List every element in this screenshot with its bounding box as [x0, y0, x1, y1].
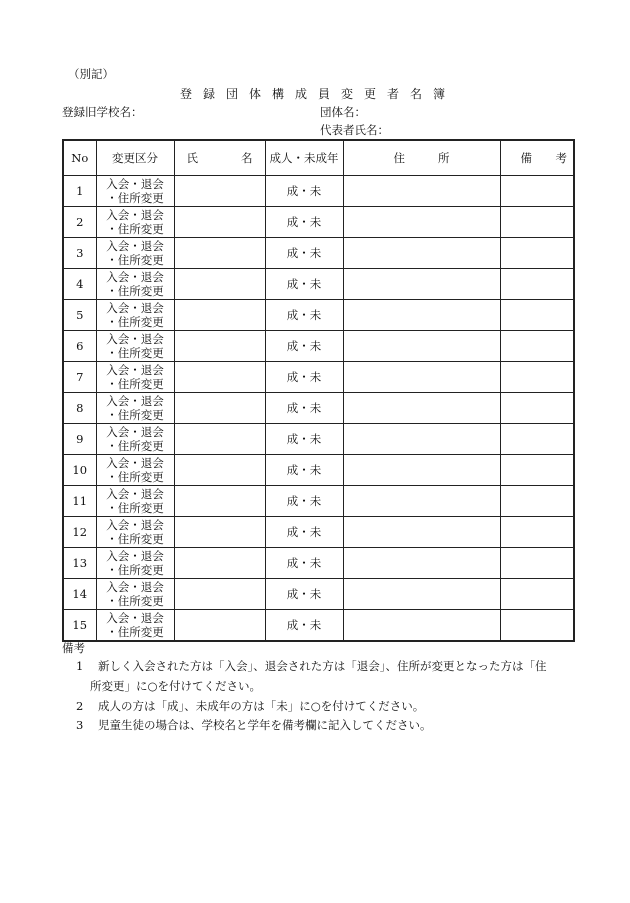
change-type-cell[interactable] — [96, 579, 174, 610]
address-cell[interactable] — [343, 517, 500, 548]
row-number: 12 — [63, 517, 96, 548]
row-number: 4 — [63, 269, 96, 300]
change-type-line2: ・住所変更 — [106, 470, 164, 484]
adult-minor-cell[interactable]: 成・未 — [265, 424, 343, 455]
table-row — [63, 424, 574, 455]
address-cell[interactable] — [343, 393, 500, 424]
table-row — [63, 610, 574, 642]
change-type-line2: ・住所変更 — [106, 253, 164, 267]
header-address — [343, 140, 500, 176]
address-cell[interactable] — [343, 610, 500, 642]
change-type-cell[interactable] — [96, 176, 174, 207]
change-type-line2: ・住所変更 — [106, 439, 164, 453]
table-row — [63, 238, 574, 269]
header-address-2: 所 — [438, 151, 450, 165]
header-no: No — [63, 140, 96, 176]
change-type-line2: ・住所変更 — [106, 377, 164, 391]
table-row — [63, 393, 574, 424]
remarks-title: 備考 — [62, 641, 85, 655]
change-type-cell[interactable] — [96, 238, 174, 269]
change-type-line2: ・住所変更 — [106, 563, 164, 577]
remarks-cell[interactable] — [500, 207, 574, 238]
header-name-1: 氏 — [186, 151, 198, 165]
change-type-line1: 入会・退会 — [106, 363, 164, 377]
change-type-line2: ・住所変更 — [106, 532, 164, 546]
address-cell[interactable] — [343, 300, 500, 331]
name-cell[interactable] — [174, 455, 265, 486]
header-address-1: 住 — [393, 151, 405, 165]
change-type-cell[interactable] — [96, 486, 174, 517]
adult-minor-cell[interactable]: 成・未 — [265, 176, 343, 207]
change-type-line1: 入会・退会 — [106, 549, 164, 563]
address-cell[interactable] — [343, 207, 500, 238]
table-row — [63, 362, 574, 393]
change-type-line1: 入会・退会 — [106, 611, 164, 625]
name-cell[interactable] — [174, 238, 265, 269]
address-cell[interactable] — [343, 331, 500, 362]
change-type-line2: ・住所変更 — [106, 315, 164, 329]
row-number: 11 — [63, 486, 96, 517]
name-cell[interactable] — [174, 393, 265, 424]
remark-text-3: 児童生徒の場合は、学校名と学年を備考欄に記入してください。 — [98, 718, 432, 732]
header-remarks — [500, 140, 574, 176]
table-row — [63, 455, 574, 486]
row-number: 3 — [63, 238, 96, 269]
name-cell[interactable] — [174, 424, 265, 455]
change-type-line1: 入会・退会 — [106, 487, 164, 501]
appendix-note: （別記） — [68, 67, 114, 81]
table-header-row — [63, 140, 574, 176]
remarks-cell[interactable] — [500, 579, 574, 610]
remarks-cell[interactable] — [500, 610, 574, 642]
change-type-cell[interactable] — [96, 424, 174, 455]
page-title: 登録団体構成員変更者名簿 — [179, 87, 456, 101]
remarks-cell[interactable] — [500, 486, 574, 517]
table-row — [63, 176, 574, 207]
row-number: 2 — [63, 207, 96, 238]
row-number: 13 — [63, 548, 96, 579]
remarks-cell[interactable] — [500, 176, 574, 207]
remarks-cell[interactable] — [500, 300, 574, 331]
table-row — [63, 300, 574, 331]
adult-minor-cell[interactable]: 成・未 — [265, 207, 343, 238]
change-type-cell[interactable] — [96, 269, 174, 300]
change-type-cell[interactable] — [96, 331, 174, 362]
change-type-line1: 入会・退会 — [106, 239, 164, 253]
change-type-line2: ・住所変更 — [106, 501, 164, 515]
name-cell[interactable] — [174, 269, 265, 300]
remark-num-1: 1 — [76, 659, 84, 673]
table-row — [63, 331, 574, 362]
remark-item-3 — [76, 717, 432, 733]
row-number: 14 — [63, 579, 96, 610]
school-name-label: 登録旧学校名： — [62, 105, 143, 119]
table-row — [63, 269, 574, 300]
adult-minor-cell[interactable]: 成・未 — [265, 610, 343, 642]
change-type-cell[interactable] — [96, 300, 174, 331]
header-remarks-1: 備 — [520, 151, 532, 165]
remarks-cell[interactable] — [500, 424, 574, 455]
name-cell[interactable] — [174, 610, 265, 642]
name-cell[interactable] — [174, 362, 265, 393]
address-cell[interactable] — [343, 424, 500, 455]
row-number: 8 — [63, 393, 96, 424]
remarks-cell[interactable] — [500, 548, 574, 579]
change-type-line1: 入会・退会 — [106, 177, 164, 191]
representative-name-label: 代表者氏名： — [320, 123, 389, 137]
change-type-cell[interactable] — [96, 455, 174, 486]
adult-minor-cell[interactable]: 成・未 — [265, 300, 343, 331]
change-type-line2: ・住所変更 — [106, 408, 164, 422]
row-number: 5 — [63, 300, 96, 331]
header-name-2: 名 — [241, 151, 253, 165]
row-number: 1 — [63, 176, 96, 207]
change-type-line1: 入会・退会 — [106, 208, 164, 222]
remarks-cell[interactable] — [500, 238, 574, 269]
change-type-line1: 入会・退会 — [106, 270, 164, 284]
change-type-cell[interactable] — [96, 207, 174, 238]
name-cell[interactable] — [174, 548, 265, 579]
change-type-cell[interactable] — [96, 548, 174, 579]
change-type-line2: ・住所変更 — [106, 191, 164, 205]
table-row — [63, 548, 574, 579]
table-row — [63, 579, 574, 610]
header-name — [174, 140, 265, 176]
change-type-line2: ・住所変更 — [106, 222, 164, 236]
row-number: 7 — [63, 362, 96, 393]
group-name-label: 団体名： — [320, 105, 366, 119]
address-cell[interactable] — [343, 269, 500, 300]
adult-minor-cell[interactable]: 成・未 — [265, 269, 343, 300]
address-cell[interactable] — [343, 579, 500, 610]
adult-minor-cell[interactable]: 成・未 — [265, 517, 343, 548]
change-type-line1: 入会・退会 — [106, 518, 164, 532]
remark-num-3: 3 — [76, 718, 84, 732]
address-cell[interactable] — [343, 176, 500, 207]
change-type-line2: ・住所変更 — [106, 284, 164, 298]
header-remarks-2: 考 — [555, 151, 567, 165]
name-cell[interactable] — [174, 579, 265, 610]
name-cell[interactable] — [174, 300, 265, 331]
change-type-line1: 入会・退会 — [106, 456, 164, 470]
remark-text-1: 新しく入会された方は「入会」、退会された方は「退会」、住所が変更となった方は「住 — [98, 659, 547, 673]
adult-minor-cell[interactable]: 成・未 — [265, 455, 343, 486]
change-type-line2: ・住所変更 — [106, 346, 164, 360]
member-change-table — [62, 139, 575, 642]
change-type-cell[interactable] — [96, 517, 174, 548]
table-row — [63, 486, 574, 517]
remarks-cell[interactable] — [500, 455, 574, 486]
change-type-cell[interactable] — [96, 362, 174, 393]
name-cell[interactable] — [174, 176, 265, 207]
remarks-cell[interactable] — [500, 331, 574, 362]
change-type-line2: ・住所変更 — [106, 594, 164, 608]
change-type-line1: 入会・退会 — [106, 301, 164, 315]
remark-text-2: 成人の方は「成」、未成年の方は「未」に○を付けてください。 — [98, 699, 425, 713]
remark-item-1 — [76, 658, 547, 674]
row-number: 6 — [63, 331, 96, 362]
adult-minor-cell[interactable]: 成・未 — [265, 486, 343, 517]
remarks-cell[interactable] — [500, 517, 574, 548]
remarks-cell[interactable] — [500, 362, 574, 393]
row-number: 10 — [63, 455, 96, 486]
change-type-cell[interactable] — [96, 610, 174, 642]
change-type-line1: 入会・退会 — [106, 332, 164, 346]
adult-minor-cell[interactable]: 成・未 — [265, 548, 343, 579]
adult-minor-cell[interactable]: 成・未 — [265, 579, 343, 610]
remarks-cell[interactable] — [500, 269, 574, 300]
name-cell[interactable] — [174, 207, 265, 238]
name-cell[interactable] — [174, 517, 265, 548]
adult-minor-cell[interactable]: 成・未 — [265, 331, 343, 362]
change-type-line1: 入会・退会 — [106, 394, 164, 408]
adult-minor-cell[interactable]: 成・未 — [265, 238, 343, 269]
change-type-line1: 入会・退会 — [106, 580, 164, 594]
remarks-cell[interactable] — [500, 393, 574, 424]
change-type-line1: 入会・退会 — [106, 425, 164, 439]
remark-num-2: 2 — [76, 699, 84, 713]
change-type-line2: ・住所変更 — [106, 625, 164, 639]
address-cell[interactable] — [343, 548, 500, 579]
change-type-cell[interactable] — [96, 393, 174, 424]
address-cell[interactable] — [343, 238, 500, 269]
address-cell[interactable] — [343, 455, 500, 486]
row-number: 15 — [63, 610, 96, 642]
table-row — [63, 207, 574, 238]
remark-item-2 — [76, 698, 424, 714]
adult-minor-cell[interactable]: 成・未 — [265, 393, 343, 424]
adult-minor-cell[interactable]: 成・未 — [265, 362, 343, 393]
row-number: 9 — [63, 424, 96, 455]
name-cell[interactable] — [174, 331, 265, 362]
table-row — [63, 517, 574, 548]
name-cell[interactable] — [174, 486, 265, 517]
header-change-type: 変更区分 — [96, 140, 174, 176]
header-adult-minor: 成人・未成年 — [265, 140, 343, 176]
address-cell[interactable] — [343, 486, 500, 517]
address-cell[interactable] — [343, 362, 500, 393]
remark-item-1-cont: 所変更」に○を付けてください。 — [90, 679, 262, 693]
